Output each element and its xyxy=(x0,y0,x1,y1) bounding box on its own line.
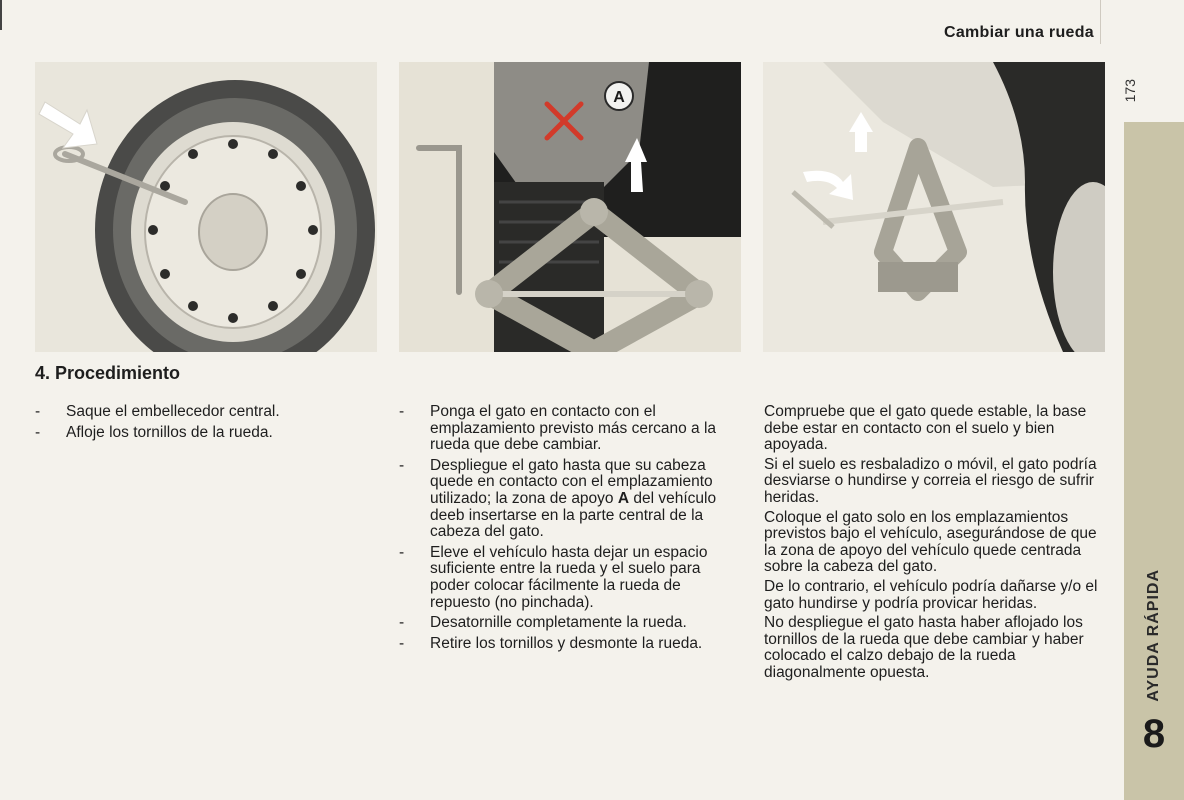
figure-jack-placement xyxy=(399,62,741,352)
paragraph: Si el suelo es resbaladizo o móvil, el gato podría desviarse o hundirse y correia el riesgo de sufrir heridas. xyxy=(764,455,1097,506)
header-divider xyxy=(1100,0,1101,44)
list-item xyxy=(399,458,744,541)
list-item: - Desatornille completamente la rueda. xyxy=(399,615,744,632)
chapter-label-text: AYUDA RÁPIDA xyxy=(1145,569,1162,702)
list-item: - Retire los tornillos y desmonte la rueda. xyxy=(399,636,744,653)
figure-wheel-hubcap xyxy=(35,62,377,352)
text-column-1 xyxy=(35,404,375,445)
text-column-2 xyxy=(399,404,744,656)
list-item: - Afloje los tornillos de la rueda. xyxy=(35,425,375,442)
step-list-1 xyxy=(35,404,375,441)
page-number xyxy=(1118,66,1142,116)
paragraph: Coloque el gato solo en los emplazamientos previstos bajo el vehículo, asegurándose de que la zona de apoyo del vehículo quede centrada sobre la cabeza del gato. xyxy=(764,508,1097,576)
page-header-title: Cambiar una rueda xyxy=(943,24,1094,41)
chapter-label xyxy=(1124,122,1184,702)
figure-jack-lifting xyxy=(763,62,1105,352)
list-item-text: Despliegue el gato hasta que su cabeza quede en contacto con el emplazamiento utilizado; la zona de apoyo xyxy=(430,456,713,507)
page-number-text: 173 xyxy=(1122,79,1138,103)
list-item: - Eleve el vehículo hasta dejar un espacio suficiente entre la rueda y el suelo para poder colocar fácilmente la rueda de repuesto (no pinchada). xyxy=(399,545,744,611)
support-zone-label: A xyxy=(617,489,630,507)
section-title: 4. Procedimiento xyxy=(35,363,181,383)
list-item: - Ponga el gato en contacto con el emplazamiento previsto más cercano a la rueda que debe cambiar. xyxy=(399,404,744,454)
list-item-text: del vehículo deeb insertarse en la parte central de la cabeza del gato. xyxy=(430,489,717,541)
jack-placement-illustration xyxy=(399,62,741,352)
paragraph: De lo contrario, el vehículo podría dañarse y/o el gato hundirse y podría provicar heridas. xyxy=(764,577,1098,612)
chapter-number: 8 xyxy=(1142,712,1166,756)
paragraph: No despliegue el gato hasta haber aflojado los tornillos de la rueda que debe cambiar y haber colocado el calzo debajo de la rueda diagonalmente opuesta. xyxy=(764,614,1084,681)
text-column-3 xyxy=(764,404,1109,685)
step-list-2 xyxy=(399,404,744,652)
point-label-a: A xyxy=(613,89,625,106)
paragraph: Compruebe que el gato quede estable, la base debe estar en contacto con el suelo y bien apoyada. xyxy=(764,403,1087,454)
jack-lifting-illustration xyxy=(763,62,1105,352)
page-edge-mark xyxy=(0,0,2,30)
wheel-illustration xyxy=(35,62,377,352)
list-item: - Saque el embellecedor central. xyxy=(35,404,375,421)
